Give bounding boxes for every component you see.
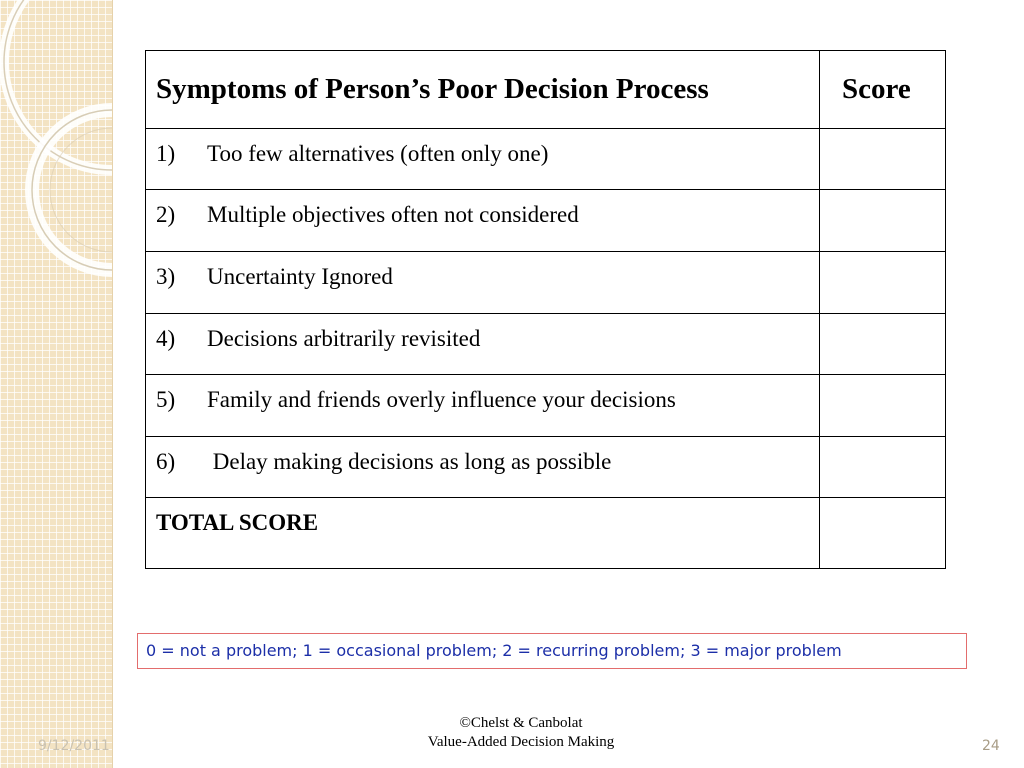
score-cell bbox=[820, 251, 946, 313]
symptom-number: 2) bbox=[156, 202, 176, 228]
symptom-cell bbox=[146, 375, 820, 437]
symptom-cell bbox=[146, 251, 820, 313]
score-cell bbox=[820, 375, 946, 437]
table-header-row bbox=[146, 51, 946, 129]
symptom-number: 6) bbox=[156, 448, 176, 474]
symptom-cell bbox=[146, 436, 820, 498]
decorative-sidebar bbox=[0, 0, 113, 768]
symptom-text: Too few alternatives (often only one) bbox=[207, 140, 549, 166]
symptom-text: Decisions arbitrarily revisited bbox=[207, 325, 481, 351]
footer-course: Value-Added Decision Making bbox=[427, 734, 615, 750]
score-cell bbox=[820, 190, 946, 252]
table-row bbox=[146, 313, 946, 375]
score-cell bbox=[820, 436, 946, 498]
symptom-text: Uncertainty Ignored bbox=[207, 263, 393, 289]
table-row bbox=[146, 251, 946, 313]
footer-date: 9/12/2011 bbox=[38, 738, 110, 754]
table-row bbox=[146, 128, 946, 190]
symptom-text: Multiple objectives often not considered bbox=[207, 202, 579, 228]
score-header: Score bbox=[820, 51, 946, 129]
symptom-number: 3) bbox=[156, 263, 176, 289]
symptoms-header: Symptoms of Person’s Poor Decision Process bbox=[146, 51, 820, 129]
symptom-cell bbox=[146, 190, 820, 252]
footer-credits bbox=[370, 714, 672, 752]
page-number: 24 bbox=[982, 738, 1000, 754]
table-row bbox=[146, 436, 946, 498]
symptoms-table bbox=[145, 50, 946, 569]
total-row bbox=[146, 498, 946, 569]
symptom-text: Delay making decisions as long as possible bbox=[207, 448, 612, 474]
total-score-cell bbox=[820, 498, 946, 569]
footer-copyright: ©Chelst & Canbolat bbox=[459, 715, 583, 731]
symptom-number: 4) bbox=[156, 325, 176, 351]
table-row bbox=[146, 190, 946, 252]
score-legend: 0 = not a problem; 1 = occasional problem; 2 = recurring problem; 3 = major problem bbox=[137, 633, 967, 669]
score-cell bbox=[820, 128, 946, 190]
symptom-cell bbox=[146, 128, 820, 190]
symptom-cell bbox=[146, 313, 820, 375]
total-score-label: TOTAL SCORE bbox=[146, 498, 820, 569]
symptom-number: 1) bbox=[156, 140, 176, 166]
score-cell bbox=[820, 313, 946, 375]
symptom-number: 5) bbox=[156, 387, 176, 413]
decorative-circles bbox=[0, 0, 112, 768]
table-row bbox=[146, 375, 946, 437]
symptom-text: Family and friends overly influence your decisions bbox=[207, 387, 676, 413]
